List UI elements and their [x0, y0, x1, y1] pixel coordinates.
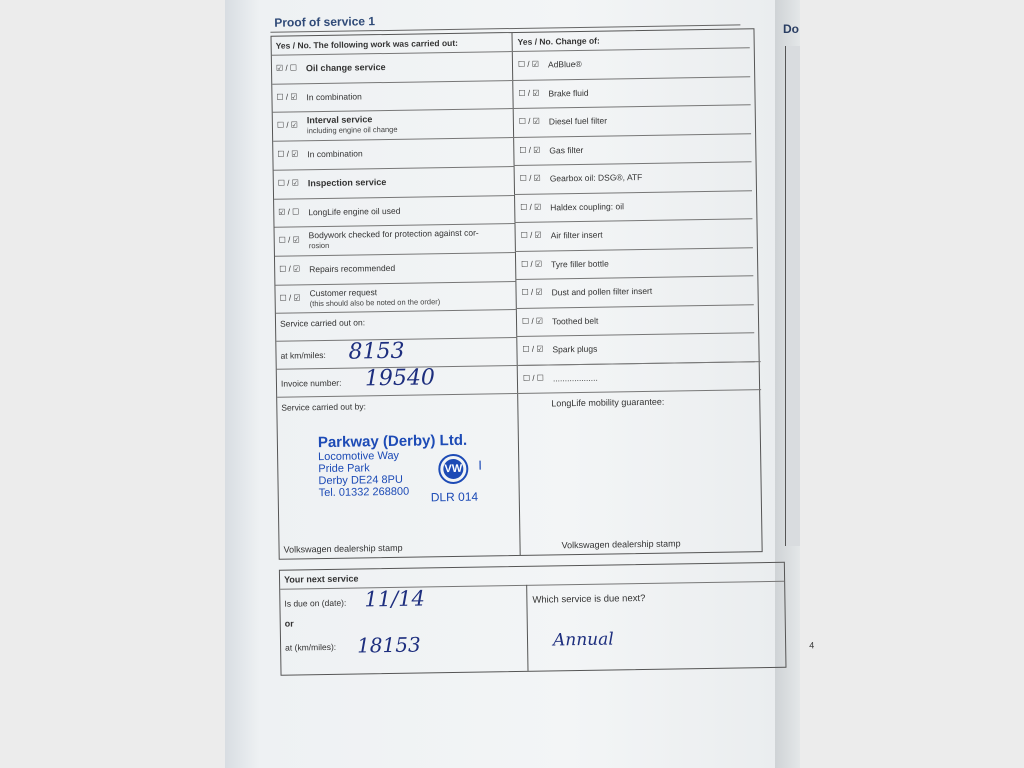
row-divider: [514, 190, 752, 195]
row-divider: [514, 161, 752, 166]
checklist-item-label: AdBlue®: [547, 58, 582, 70]
yes-no-checkbox[interactable]: ☐ / ☑: [522, 344, 544, 354]
checklist-item-sublabel: rosion: [308, 241, 330, 251]
yes-no-checkbox[interactable]: ☐ / ☑: [277, 149, 299, 159]
checklist-item-label: Inspection service: [307, 176, 387, 189]
facing-page-title: Do: [783, 22, 799, 36]
checklist-item-label: Haldex coupling: oil: [550, 200, 625, 212]
stamp-suffix: I: [478, 457, 483, 473]
checklist-item-label: Dust and pollen filter insert: [551, 285, 653, 298]
checklist-item-label: Interval service: [306, 114, 373, 126]
yes-no-checkbox[interactable]: ☐ / ☑: [518, 88, 540, 98]
row-divider: [516, 304, 754, 309]
checklist-item-label: In combination: [306, 91, 362, 102]
column-divider: [511, 33, 520, 555]
row-divider: [272, 51, 512, 56]
miles-label: at (km/miles):: [285, 641, 337, 653]
yes-no-checkbox[interactable]: ☐ / ☑: [279, 264, 301, 274]
vw-logo-text: VW: [443, 459, 463, 479]
right-column-header: Yes / No. Change of:: [517, 35, 600, 47]
miles-handwritten: 18153: [356, 632, 421, 658]
invoice-handwritten: 19540: [364, 365, 436, 392]
checklist-item-label: Spark plugs: [552, 343, 598, 355]
row-divider: [274, 166, 514, 171]
yes-no-checkbox[interactable]: ☐ / ☑: [276, 120, 298, 131]
facing-page-box: [785, 46, 800, 546]
checklist-item-label: Oil change service: [305, 62, 386, 74]
or-label: or: [284, 618, 294, 629]
checklist-item-label: Brake fluid: [548, 87, 589, 98]
which-service-handwritten: Annual: [552, 629, 614, 651]
yes-no-checkbox[interactable]: ☐ / ☑: [276, 92, 298, 102]
row-divider: [516, 332, 754, 337]
yes-no-checkbox[interactable]: ☑ / ☐: [275, 63, 298, 73]
stamp-caption-left: Volkswagen dealership stamp: [283, 542, 403, 555]
yes-no-checkbox[interactable]: ☐ / ☑: [520, 230, 542, 240]
yes-no-checkbox[interactable]: ☐ / ☑: [278, 235, 300, 245]
row-divider: [512, 76, 750, 81]
row-divider: [275, 252, 515, 257]
row-divider: [512, 47, 750, 52]
checklist-item-label: ...................: [552, 372, 598, 383]
service-date-label: Service carried out on:: [279, 317, 366, 329]
checklist-item-sublabel: including engine oil change: [306, 125, 398, 136]
invoice-label: Invoice number:: [280, 377, 342, 389]
mileage-handwritten: 8153: [348, 338, 405, 365]
row-divider: [274, 195, 514, 200]
column-divider: [526, 585, 528, 671]
row-divider: [276, 309, 516, 314]
yes-no-checkbox[interactable]: ☐ / ☐: [522, 373, 544, 383]
left-column-header: Yes / No. The following work was carried out:: [275, 37, 459, 51]
stamp-phone: Tel. 01332 268800: [318, 485, 410, 500]
mileage-label: at km/miles:: [280, 349, 326, 361]
row-divider: [513, 104, 751, 109]
yes-no-checkbox[interactable]: ☐ / ☑: [518, 116, 540, 126]
next-service-title: Your next service: [283, 573, 359, 585]
next-service-box: [279, 562, 787, 676]
checklist-item-label: Repairs recommended: [309, 262, 396, 275]
checklist-item-label: Air filter insert: [550, 229, 603, 241]
stamp-address-line: Locomotive Way: [318, 449, 400, 464]
checklist-item-label: Customer request: [309, 286, 378, 298]
longlife-label: LongLife mobility guarantee:: [551, 396, 665, 409]
row-divider: [514, 218, 752, 223]
row-divider: [272, 80, 512, 85]
yes-no-checkbox[interactable]: ☐ / ☑: [521, 259, 543, 269]
row-divider: [515, 247, 753, 252]
stamp-caption-right: Volkswagen dealership stamp: [561, 538, 681, 551]
stamp-address-line: Derby DE24 8PU: [318, 473, 403, 488]
row-divider: [273, 137, 513, 142]
row-divider: [513, 133, 751, 138]
page-title: Proof of service 1: [274, 14, 376, 30]
due-date-label: Is due on (date):: [284, 597, 347, 609]
checklist-item-label: Bodywork checked for protection against cor-: [308, 227, 479, 241]
yes-no-checkbox[interactable]: ☐ / ☑: [521, 316, 544, 326]
corner-mark: 4: [809, 640, 815, 651]
row-divider: [273, 108, 513, 113]
yes-no-checkbox[interactable]: ☐ / ☑: [519, 145, 541, 155]
checklist-item-label: Tyre filler bottle: [551, 258, 609, 269]
checklist-item-label: Toothed belt: [551, 315, 599, 326]
stamp-dealer-name: Parkway (Derby) Ltd.: [317, 431, 468, 452]
yes-no-checkbox[interactable]: ☐ / ☑: [517, 59, 540, 69]
checklist-item-label: Diesel fuel filter: [548, 115, 608, 127]
service-table: [271, 28, 763, 560]
checklist-item-label: Gearbox oil: DSG®, ATF: [549, 171, 643, 184]
checklist-item-label: LongLife engine oil used: [308, 205, 401, 217]
due-date-handwritten: 11/14: [364, 586, 426, 612]
checklist-item-sublabel: (this should also be noted on the order): [309, 296, 441, 308]
carried-out-by-label: Service carried out by:: [281, 401, 366, 413]
stamp-dealer-code: DLR 014: [430, 489, 479, 505]
yes-no-checkbox[interactable]: ☐ / ☑: [521, 287, 543, 297]
yes-no-checkbox[interactable]: ☐ / ☑: [279, 292, 301, 303]
row-divider: [515, 275, 753, 280]
service-sheet: [258, 0, 815, 694]
yes-no-checkbox[interactable]: ☐ / ☑: [520, 202, 542, 212]
checklist-item-label: In combination: [307, 148, 363, 160]
yes-no-checkbox[interactable]: ☑ / ☐: [278, 206, 300, 217]
row-divider: [275, 281, 515, 286]
row-divider: [277, 389, 761, 398]
which-service-label: Which service is due next?: [532, 592, 646, 606]
yes-no-checkbox[interactable]: ☐ / ☑: [519, 173, 541, 183]
checklist-item-label: Gas filter: [549, 144, 584, 155]
yes-no-checkbox[interactable]: ☐ / ☑: [277, 178, 299, 188]
stamp-address-line: Pride Park: [318, 462, 370, 476]
